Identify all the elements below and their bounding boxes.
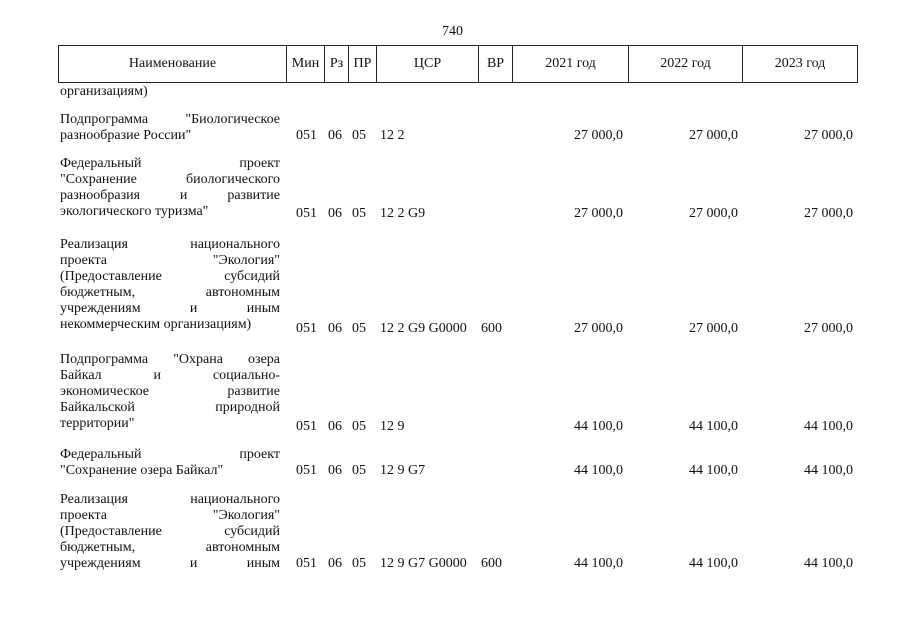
cell-min: 051 bbox=[296, 321, 317, 336]
row-name bbox=[60, 492, 280, 572]
row-name bbox=[60, 237, 280, 333]
cell-2022: 27 000,0 bbox=[689, 321, 738, 336]
row-name-line: бюджетным, автономным bbox=[60, 540, 280, 555]
row-name-line: экономическое развитие bbox=[60, 384, 280, 399]
cell-2022: 44 100,0 bbox=[689, 463, 738, 478]
cell-2023: 27 000,0 bbox=[804, 128, 853, 143]
cell-pr: 05 bbox=[352, 206, 366, 221]
cell-pr: 05 bbox=[352, 321, 366, 336]
header-csr: ЦСР bbox=[377, 46, 479, 82]
cell-csr: 12 9 bbox=[380, 419, 405, 434]
row-name-line: Подпрограмма "Охрана озера bbox=[60, 352, 280, 367]
cell-pr: 05 bbox=[352, 128, 366, 143]
cell-csr: 12 2 G9 bbox=[380, 206, 426, 221]
page-number: 740 bbox=[442, 24, 463, 39]
cell-pr: 05 bbox=[352, 556, 366, 571]
row-name bbox=[60, 156, 280, 220]
continuation-text: организациям) bbox=[60, 84, 148, 99]
header-min: Мин bbox=[287, 46, 325, 82]
header-rz: Рз bbox=[325, 46, 349, 82]
cell-rz: 06 bbox=[328, 419, 342, 434]
cell-2022: 27 000,0 bbox=[689, 206, 738, 221]
cell-rz: 06 bbox=[328, 128, 342, 143]
row-name bbox=[60, 447, 280, 479]
row-name-line: территории" bbox=[60, 416, 135, 431]
cell-vr: 600 bbox=[481, 556, 502, 571]
header-2021: 2021 год bbox=[513, 46, 629, 82]
cell-min: 051 bbox=[296, 128, 317, 143]
row-name bbox=[60, 112, 280, 144]
row-name-line: Байкальской природной bbox=[60, 400, 280, 415]
cell-pr: 05 bbox=[352, 419, 366, 434]
row-name-line: Федеральный проект bbox=[60, 447, 280, 462]
cell-rz: 06 bbox=[328, 463, 342, 478]
header-pr: ПР bbox=[349, 46, 377, 82]
row-name-line: бюджетным, автономным bbox=[60, 285, 280, 300]
cell-2021: 27 000,0 bbox=[574, 128, 623, 143]
row-name-line: проекта "Экология" bbox=[60, 253, 280, 268]
row-name-line: (Предоставление субсидий bbox=[60, 524, 280, 539]
table-header bbox=[58, 45, 858, 83]
row-name-line: учреждениям и иным bbox=[60, 556, 280, 571]
cell-2021: 44 100,0 bbox=[574, 419, 623, 434]
row-name-line: Реализация национального bbox=[60, 237, 280, 252]
cell-min: 051 bbox=[296, 556, 317, 571]
cell-2021: 44 100,0 bbox=[574, 463, 623, 478]
header-2022: 2022 год bbox=[629, 46, 743, 82]
row-name-line: Федеральный проект bbox=[60, 156, 280, 171]
cell-2021: 44 100,0 bbox=[574, 556, 623, 571]
cell-2022: 27 000,0 bbox=[689, 128, 738, 143]
cell-rz: 06 bbox=[328, 556, 342, 571]
cell-vr: 600 bbox=[481, 321, 502, 336]
header-2023: 2023 год bbox=[774, 56, 826, 71]
row-name-line: "Сохранение биологического bbox=[60, 172, 280, 187]
row-name-line: (Предоставление субсидий bbox=[60, 269, 280, 284]
cell-2023: 44 100,0 bbox=[804, 463, 853, 478]
cell-csr: 12 2 bbox=[380, 128, 405, 143]
cell-min: 051 bbox=[296, 463, 317, 478]
row-name-line: Байкал и социально- bbox=[60, 368, 280, 383]
cell-2023: 27 000,0 bbox=[804, 206, 853, 221]
cell-csr: 12 9 G7 bbox=[380, 463, 426, 478]
row-name-line: Реализация национального bbox=[60, 492, 280, 507]
cell-2023: 27 000,0 bbox=[804, 321, 853, 336]
row-name-line: разнообразия и развитие bbox=[60, 188, 280, 203]
cell-2023: 44 100,0 bbox=[804, 556, 853, 571]
cell-rz: 06 bbox=[328, 321, 342, 336]
cell-min: 051 bbox=[296, 419, 317, 434]
row-name-line: разнообразие России" bbox=[60, 128, 192, 143]
row-name bbox=[60, 352, 280, 432]
row-name-line: Подпрограмма "Биологическое bbox=[60, 112, 280, 127]
cell-2022: 44 100,0 bbox=[689, 419, 738, 434]
row-name-line: проекта "Экология" bbox=[60, 508, 280, 523]
cell-2021: 27 000,0 bbox=[574, 321, 623, 336]
row-name-line: "Сохранение озера Байкал" bbox=[60, 463, 224, 478]
header-vr: ВР bbox=[479, 46, 513, 82]
cell-csr: 12 2 G9 G0000 bbox=[380, 321, 467, 336]
cell-2021: 27 000,0 bbox=[574, 206, 623, 221]
header-name: Наименование bbox=[59, 46, 287, 82]
row-name-line: экологического туризма" bbox=[60, 204, 209, 219]
cell-min: 051 bbox=[296, 206, 317, 221]
cell-2022: 44 100,0 bbox=[689, 556, 738, 571]
cell-csr: 12 9 G7 G0000 bbox=[380, 556, 467, 571]
cell-pr: 05 bbox=[352, 463, 366, 478]
row-name-line: учреждениям и иным bbox=[60, 301, 280, 316]
cell-rz: 06 bbox=[328, 206, 342, 221]
row-name-line: некоммерческим организациям) bbox=[60, 317, 252, 332]
cell-2023: 44 100,0 bbox=[804, 419, 853, 434]
